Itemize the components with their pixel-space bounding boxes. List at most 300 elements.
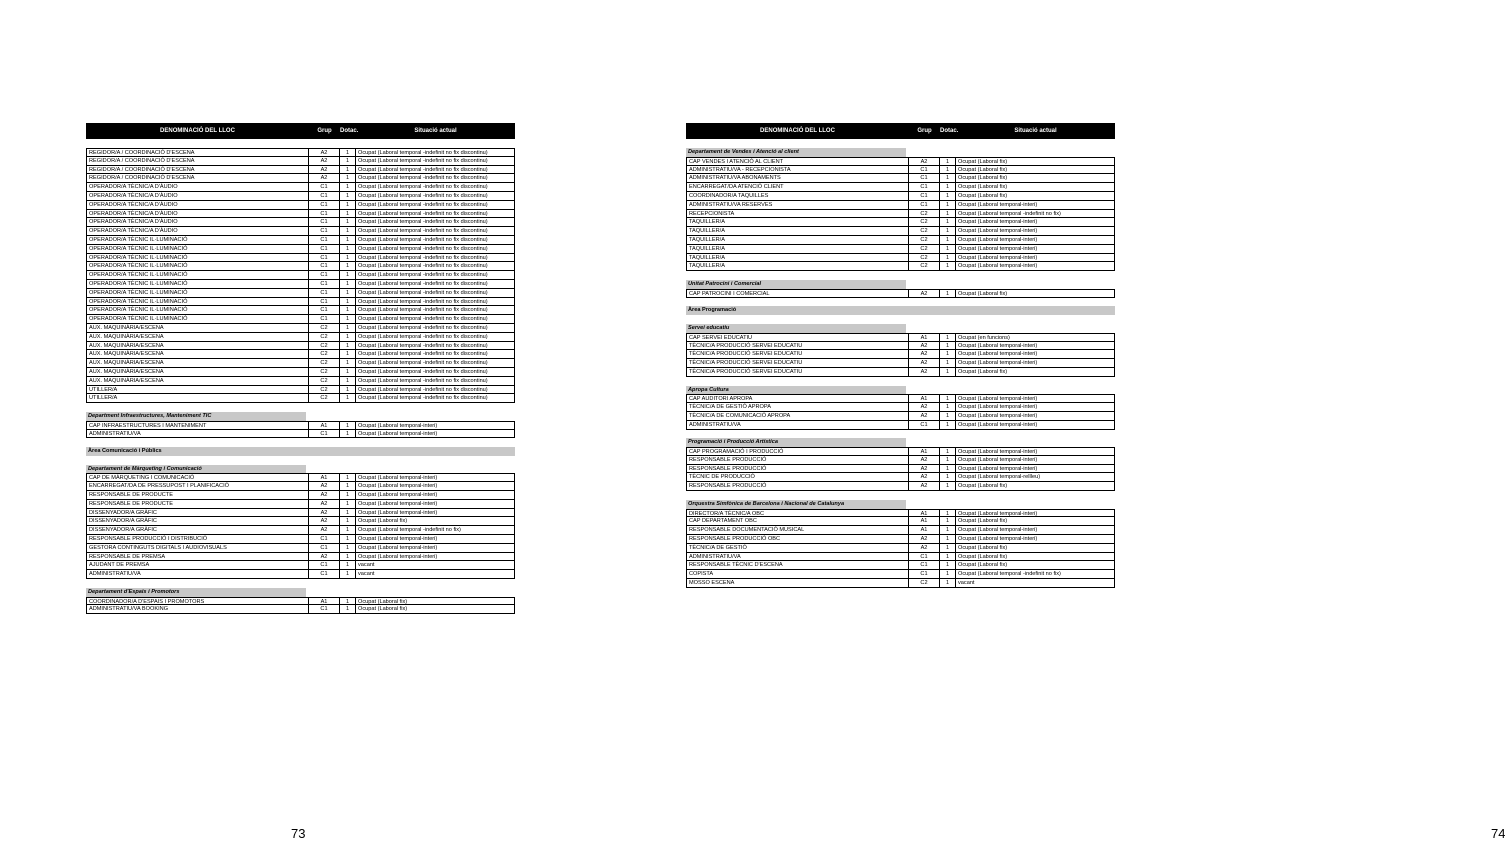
cell-denominacio: UTILLER/A <box>86 394 309 403</box>
table-row <box>86 289 515 298</box>
table-row <box>86 218 515 227</box>
cell-dotac: 1 <box>940 421 956 430</box>
cell-denominacio: COORDINADOR/A D'ESPAIS I PROMOTORS <box>86 597 309 606</box>
table-row <box>686 359 1115 368</box>
cell-situacio: Ocupat (Laboral fix) <box>956 544 1115 553</box>
cell-dotac: 1 <box>340 333 356 342</box>
cell-dotac: 1 <box>340 517 356 526</box>
cell-grup: C2 <box>909 236 940 245</box>
cell-situacio: Ocupat (Laboral temporal-interi) <box>356 430 515 439</box>
cell-grup: C2 <box>309 386 340 395</box>
table-row <box>86 254 515 263</box>
cell-grup: C2 <box>909 262 940 271</box>
department-heading <box>686 280 1115 289</box>
table-row <box>686 262 1115 271</box>
cell-situacio: Ocupat (Laboral temporal-interi) <box>956 236 1115 245</box>
cell-dotac: 1 <box>940 262 956 271</box>
cell-situacio: Ocupat (Laboral fix) <box>956 192 1115 201</box>
header-dotac: Dotac. <box>340 128 359 134</box>
cell-grup: C2 <box>309 350 340 359</box>
cell-situacio: Ocupat (Laboral fix) <box>956 517 1115 526</box>
table-row <box>686 333 1115 342</box>
cell-situacio: vacant <box>356 561 515 570</box>
cell-denominacio: OPERADOR/A TÈCNIC IL·LUMINACIÓ <box>86 280 309 289</box>
cell-denominacio: MOSSO ESCENA <box>686 579 909 588</box>
cell-dotac: 1 <box>940 403 956 412</box>
cell-dotac: 1 <box>940 553 956 562</box>
cell-grup: A2 <box>309 482 340 491</box>
cell-dotac: 1 <box>940 289 956 298</box>
table-row <box>86 324 515 333</box>
cell-denominacio: TÈCNIC/A DE GESTIÓ APROPA <box>686 403 909 412</box>
cell-situacio: Ocupat (Laboral temporal -indefinit no fix discontinu) <box>356 333 515 342</box>
cell-situacio: Ocupat (Laboral temporal-interi) <box>956 447 1115 456</box>
cell-situacio: Ocupat (Laboral temporal -indefinit no fix discontinu) <box>356 245 515 254</box>
table-row <box>86 306 515 315</box>
cell-grup: C1 <box>309 298 340 307</box>
cell-dotac: 1 <box>940 236 956 245</box>
cell-dotac: 1 <box>340 597 356 606</box>
cell-dotac: 1 <box>340 386 356 395</box>
cell-situacio: Ocupat (Laboral temporal-interi) <box>956 254 1115 263</box>
cell-denominacio: RESPONSABLE DE PRODUCTE <box>86 500 309 509</box>
cell-grup: C1 <box>909 183 940 192</box>
cell-denominacio: TÈCNIC/A DE COMUNICACIÓ APROPA <box>686 412 909 421</box>
cell-denominacio: TAQUILLER/A <box>686 236 909 245</box>
cell-grup: C2 <box>909 218 940 227</box>
section-gap <box>86 579 515 588</box>
table-row <box>686 535 1115 544</box>
cell-denominacio: COPISTA <box>686 570 909 579</box>
cell-denominacio: RECEPCIONISTA <box>686 210 909 219</box>
table-row <box>86 280 515 289</box>
cell-situacio: Ocupat (Laboral temporal-interi) <box>356 491 515 500</box>
cell-dotac: 1 <box>340 394 356 403</box>
table-header <box>686 123 1115 139</box>
cell-dotac: 1 <box>340 218 356 227</box>
cell-situacio: Ocupat (Laboral fix) <box>356 605 515 614</box>
cell-situacio: Ocupat (Laboral fix) <box>956 166 1115 175</box>
cell-situacio: Ocupat (Laboral fix) <box>356 517 515 526</box>
table-row <box>686 544 1115 553</box>
cell-denominacio: RESPONSABLE PRODUCCIÓ <box>686 465 909 474</box>
cell-denominacio: AUX. MAQUINÀRIA/ESCENA <box>86 377 309 386</box>
table-row <box>86 333 515 342</box>
cell-denominacio: REGIDOR/A / COORDINACIÓ D'ESCENA <box>86 148 309 157</box>
cell-dotac: 1 <box>940 473 956 482</box>
cell-grup: C1 <box>309 561 340 570</box>
cell-situacio: Ocupat (Laboral fix) <box>956 157 1115 166</box>
cell-grup: A1 <box>909 333 940 342</box>
area-heading: Àrea Programació <box>686 306 1115 315</box>
cell-grup: C1 <box>309 544 340 553</box>
cell-dotac: 1 <box>340 254 356 263</box>
cell-dotac: 1 <box>940 526 956 535</box>
cell-grup: C1 <box>309 262 340 271</box>
cell-grup: A2 <box>309 157 340 166</box>
cell-situacio: Ocupat (Laboral fix) <box>956 174 1115 183</box>
page-left <box>0 0 600 848</box>
cell-situacio: Ocupat (Laboral temporal -indefinit no fix discontinu) <box>356 210 515 219</box>
table-row <box>86 500 515 509</box>
cell-dotac: 1 <box>940 570 956 579</box>
cell-dotac: 1 <box>340 500 356 509</box>
table-row <box>86 368 515 377</box>
cell-dotac: 1 <box>340 509 356 518</box>
cell-grup: C1 <box>309 245 340 254</box>
table-row <box>86 271 515 280</box>
cell-denominacio: TÈCNIC/A PRODUCCIÓ SERVEI EDUCATIU <box>686 342 909 351</box>
cell-denominacio: TAQUILLER/A <box>686 262 909 271</box>
cell-denominacio: TAQUILLER/A <box>686 218 909 227</box>
table-row <box>86 570 515 579</box>
cell-denominacio: OPERADOR/A TÈCNIC IL·LUMINACIÓ <box>86 298 309 307</box>
cell-situacio: Ocupat (Laboral temporal -indefinit no fix discontinu) <box>356 350 515 359</box>
cell-denominacio: RESPONSABLE PRODUCCIÓ OBC <box>686 535 909 544</box>
cell-situacio: Ocupat (Laboral temporal -indefinit no fix discontinu) <box>356 315 515 324</box>
cell-situacio: Ocupat (Laboral temporal-interi) <box>356 544 515 553</box>
cell-grup: C2 <box>909 254 940 263</box>
cell-situacio: Ocupat (Laboral temporal-interi) <box>956 456 1115 465</box>
cell-situacio: Ocupat (Laboral temporal -indefinit no fix discontinu) <box>356 386 515 395</box>
cell-grup: C1 <box>909 166 940 175</box>
cell-denominacio: OPERADOR/A TÈCNIC IL·LUMINACIÓ <box>86 262 309 271</box>
header-denominacio: DENOMINACIÓ DEL LLOC <box>760 128 835 134</box>
cell-situacio: Ocupat (Laboral temporal -indefinit no fix discontinu) <box>356 289 515 298</box>
cell-situacio: Ocupat (Laboral fix) <box>956 561 1115 570</box>
section-gap <box>686 491 1115 500</box>
cell-dotac: 1 <box>940 174 956 183</box>
cell-denominacio: ADMINISTRATIU/VA <box>86 570 309 579</box>
cell-grup: C1 <box>909 174 940 183</box>
cell-dotac: 1 <box>340 570 356 579</box>
cell-dotac: 1 <box>340 245 356 254</box>
department-title: Departament de Vendes i Atenció al client <box>686 148 906 157</box>
department-title: Servei educatiu <box>686 324 906 333</box>
table-row <box>86 517 515 526</box>
cell-dotac: 1 <box>340 148 356 157</box>
cell-dotac: 1 <box>340 473 356 482</box>
cell-denominacio: COORDINADOR/A TAQUILLES <box>686 192 909 201</box>
cell-situacio: Ocupat (Laboral temporal-interi) <box>356 553 515 562</box>
section-gap <box>686 430 1115 439</box>
table-row <box>686 183 1115 192</box>
cell-dotac: 1 <box>340 544 356 553</box>
cell-grup: A1 <box>909 447 940 456</box>
cell-grup: C1 <box>909 561 940 570</box>
cell-situacio: Ocupat (Laboral temporal-interi) <box>356 535 515 544</box>
cell-situacio: Ocupat (Laboral temporal -indefinit no fix discontinu) <box>356 201 515 210</box>
cell-dotac: 1 <box>940 350 956 359</box>
cell-dotac: 1 <box>340 289 356 298</box>
cell-situacio: Ocupat (Laboral temporal-interi) <box>956 412 1115 421</box>
cell-denominacio: AUX. MAQUINÀRIA/ESCENA <box>86 342 309 351</box>
cell-grup: A2 <box>909 482 940 491</box>
cell-dotac: 1 <box>340 280 356 289</box>
cell-dotac: 1 <box>940 192 956 201</box>
cell-denominacio: AUX. MAQUINÀRIA/ESCENA <box>86 333 309 342</box>
table-row <box>86 597 515 606</box>
cell-dotac: 1 <box>940 254 956 263</box>
cell-denominacio: OPERADOR/A TÈCNIC/A D'ÀUDIO <box>86 192 309 201</box>
table-row <box>86 166 515 175</box>
cell-grup: C1 <box>309 570 340 579</box>
cell-dotac: 1 <box>940 245 956 254</box>
cell-grup: C1 <box>309 236 340 245</box>
table-row <box>686 553 1115 562</box>
table-row <box>686 157 1115 166</box>
cell-denominacio: RESPONSABLE DE PRODUCTE <box>86 491 309 500</box>
cell-denominacio: RESPONSABLE DOCUMENTACIÓ MUSICAL <box>686 526 909 535</box>
cell-grup: C2 <box>909 227 940 236</box>
department-title: Department Infraestructures, Manteniment TIC <box>86 412 306 421</box>
cell-denominacio: AUX. MAQUINÀRIA/ESCENA <box>86 368 309 377</box>
cell-grup: C1 <box>309 210 340 219</box>
cell-situacio: Ocupat (Laboral temporal-interi) <box>956 218 1115 227</box>
cell-denominacio: OPERADOR/A TÈCNIC IL·LUMINACIÓ <box>86 236 309 245</box>
cell-grup: A2 <box>309 166 340 175</box>
department-title: Departament de Màrqueting i Comunicació <box>86 465 306 474</box>
header-situacio: Situació actual <box>414 128 457 134</box>
table-row <box>86 342 515 351</box>
cell-dotac: 1 <box>340 342 356 351</box>
table-row <box>86 157 515 166</box>
cell-situacio: Ocupat (Laboral temporal-interi) <box>956 526 1115 535</box>
table-row <box>86 350 515 359</box>
table-row <box>686 570 1115 579</box>
cell-denominacio: OPERADOR/A TÈCNIC/A D'ÀUDIO <box>86 201 309 210</box>
table-row <box>86 561 515 570</box>
cell-dotac: 1 <box>940 412 956 421</box>
section-gap <box>86 403 515 412</box>
cell-situacio: Ocupat (Laboral temporal -indefinit no fix discontinu) <box>356 174 515 183</box>
cell-dotac: 1 <box>940 465 956 474</box>
table-body <box>86 148 515 614</box>
cell-dotac: 1 <box>340 183 356 192</box>
table-row <box>86 174 515 183</box>
table-row <box>686 236 1115 245</box>
page-number: 73 <box>291 826 306 841</box>
cell-situacio: Ocupat (Laboral temporal -indefinit no fix discontinu) <box>356 377 515 386</box>
table-row <box>86 526 515 535</box>
cell-dotac: 1 <box>940 447 956 456</box>
cell-denominacio: TAQUILLER/A <box>686 254 909 263</box>
table-row <box>686 210 1115 219</box>
cell-dotac: 1 <box>340 262 356 271</box>
cell-grup: C1 <box>309 306 340 315</box>
cell-dotac: 1 <box>340 192 356 201</box>
cell-grup: A2 <box>909 368 940 377</box>
cell-situacio: Ocupat (Laboral temporal-interi) <box>956 394 1115 403</box>
cell-situacio: Ocupat (Laboral temporal -indefinit no fix discontinu) <box>356 298 515 307</box>
department-heading <box>686 386 1115 395</box>
staff-table-right <box>686 123 1115 588</box>
cell-denominacio: TAQUILLER/A <box>686 245 909 254</box>
table-row <box>86 298 515 307</box>
cell-grup: C1 <box>309 280 340 289</box>
cell-situacio: Ocupat (Laboral fix) <box>956 368 1115 377</box>
cell-denominacio: TÈCNIC DE PRODUCCIÓ <box>686 473 909 482</box>
cell-denominacio: RESPONSABLE DE PREMSA <box>86 553 309 562</box>
cell-dotac: 1 <box>340 359 356 368</box>
cell-denominacio: TÈCNIC/A PRODUCCIÓ SERVEI EDUCATIU <box>686 359 909 368</box>
cell-situacio: Ocupat (Laboral fix) <box>956 289 1115 298</box>
cell-grup: A1 <box>309 597 340 606</box>
cell-dotac: 1 <box>340 377 356 386</box>
cell-situacio: Ocupat (Laboral fix) <box>356 597 515 606</box>
cell-grup: C2 <box>309 342 340 351</box>
cell-denominacio: AUX. MAQUINÀRIA/ESCENA <box>86 359 309 368</box>
cell-grup: A2 <box>909 157 940 166</box>
department-heading <box>86 412 515 421</box>
cell-denominacio: ADMINISTRATIU/VA BOOKING <box>86 605 309 614</box>
cell-situacio: Ocupat (Laboral temporal -indefinit no fix discontinu) <box>356 183 515 192</box>
cell-grup: C2 <box>309 394 340 403</box>
cell-situacio: Ocupat (Laboral temporal-interi) <box>356 421 515 430</box>
table-row <box>686 526 1115 535</box>
cell-situacio: Ocupat (Laboral temporal-interi) <box>956 403 1115 412</box>
cell-dotac: 1 <box>340 210 356 219</box>
table-row <box>686 254 1115 263</box>
department-heading <box>86 465 515 474</box>
department-title: Programació i Producció Artística <box>686 438 906 447</box>
department-heading <box>686 324 1115 333</box>
section-gap <box>686 271 1115 280</box>
table-row <box>86 421 515 430</box>
section-gap <box>686 315 1115 324</box>
cell-situacio: Ocupat (Laboral temporal -indefinit no fix discontinu) <box>356 262 515 271</box>
cell-denominacio: RESPONSABLE PRODUCCIÓ <box>686 482 909 491</box>
cell-grup: C1 <box>909 421 940 430</box>
cell-situacio: Ocupat (Laboral temporal -indefinit no fix discontinu) <box>356 227 515 236</box>
cell-denominacio: DISSENYADOR/A GRÀFIC <box>86 526 309 535</box>
department-title: Orquestra Simfònica de Barcelona i Nacional de Catalunya <box>686 500 906 509</box>
cell-dotac: 1 <box>940 482 956 491</box>
cell-denominacio: ADMINISTRATIU/VA <box>686 421 909 430</box>
cell-grup: C1 <box>909 201 940 210</box>
page-number: 74 <box>1491 826 1505 841</box>
cell-grup: A1 <box>309 473 340 482</box>
cell-situacio: Ocupat (Laboral temporal -indefinit no fix discontinu) <box>356 306 515 315</box>
cell-grup: A2 <box>909 412 940 421</box>
cell-dotac: 1 <box>340 271 356 280</box>
cell-grup: C1 <box>309 227 340 236</box>
cell-grup: C2 <box>909 210 940 219</box>
cell-denominacio: DISSENYADOR/A GRÀFIC <box>86 517 309 526</box>
table-row <box>86 544 515 553</box>
cell-denominacio: UTILLER/A <box>86 386 309 395</box>
cell-denominacio: AJUDANT DE PREMSA <box>86 561 309 570</box>
cell-dotac: 1 <box>940 201 956 210</box>
cell-grup: A2 <box>909 403 940 412</box>
table-row <box>86 509 515 518</box>
cell-grup: A2 <box>309 526 340 535</box>
table-row <box>86 262 515 271</box>
cell-denominacio: RESPONSABLE PRODUCCIÓ <box>686 456 909 465</box>
table-row <box>686 482 1115 491</box>
cell-denominacio: ADMINISTRATIU/VA <box>86 430 309 439</box>
cell-grup: C1 <box>309 271 340 280</box>
cell-grup: A2 <box>909 456 940 465</box>
cell-situacio: Ocupat (Laboral temporal-interi) <box>956 245 1115 254</box>
cell-dotac: 1 <box>340 227 356 236</box>
cell-situacio: Ocupat (Laboral temporal -indefinit no fix discontinu) <box>356 166 515 175</box>
cell-grup: C2 <box>309 377 340 386</box>
cell-denominacio: DISSENYADOR/A GRÀFIC <box>86 509 309 518</box>
cell-denominacio: ENCARREGAT/DA ATENCIÓ CLIENT <box>686 183 909 192</box>
cell-denominacio: OPERADOR/A TÈCNIC IL·LUMINACIÓ <box>86 254 309 263</box>
cell-denominacio: CAP PATROCINI I COMERCIAL <box>686 289 909 298</box>
cell-dotac: 1 <box>340 553 356 562</box>
cell-denominacio: ADMINISTRATIU/VA ABONAMENTS <box>686 174 909 183</box>
table-row <box>86 236 515 245</box>
header-situacio: Situació actual <box>1014 128 1057 134</box>
cell-denominacio: OPERADOR/A TÈCNIC IL·LUMINACIÓ <box>86 289 309 298</box>
cell-grup: C1 <box>309 218 340 227</box>
cell-grup: C1 <box>909 570 940 579</box>
cell-situacio: Ocupat (Laboral fix) <box>956 553 1115 562</box>
cell-dotac: 1 <box>940 166 956 175</box>
cell-grup: C1 <box>309 254 340 263</box>
cell-grup: A1 <box>909 517 940 526</box>
cell-situacio: Ocupat (Laboral temporal -indefinit no fix) <box>956 210 1115 219</box>
cell-grup: A2 <box>909 350 940 359</box>
cell-denominacio: CAP SERVEI EDUCATIU <box>686 333 909 342</box>
table-row <box>86 394 515 403</box>
cell-situacio: Ocupat (Laboral temporal -indefinit no fix) <box>956 570 1115 579</box>
cell-grup: A2 <box>309 553 340 562</box>
cell-denominacio: TÈCNIC/A DE GESTIÓ <box>686 544 909 553</box>
cell-dotac: 1 <box>340 166 356 175</box>
cell-denominacio: OPERADOR/A TÈCNIC IL·LUMINACIÓ <box>86 271 309 280</box>
department-heading <box>686 148 1115 157</box>
cell-dotac: 1 <box>340 174 356 183</box>
cell-grup: A2 <box>309 517 340 526</box>
cell-dotac: 1 <box>340 350 356 359</box>
cell-dotac: 1 <box>340 526 356 535</box>
cell-grup: C2 <box>309 324 340 333</box>
cell-situacio: Ocupat (Laboral temporal-interi) <box>356 482 515 491</box>
table-row <box>686 509 1115 518</box>
department-heading <box>86 588 515 597</box>
table-row <box>86 183 515 192</box>
cell-dotac: 1 <box>940 579 956 588</box>
header-denominacio: DENOMINACIÓ DEL LLOC <box>160 128 235 134</box>
cell-grup: A2 <box>909 342 940 351</box>
cell-grup: C2 <box>309 333 340 342</box>
table-row <box>686 166 1115 175</box>
table-row <box>86 377 515 386</box>
cell-grup: A2 <box>309 174 340 183</box>
cell-situacio: Ocupat (Laboral temporal-interi) <box>956 342 1115 351</box>
cell-denominacio: CAP INFRAESTRUCTURES I MANTENIMENT <box>86 421 309 430</box>
table-row <box>86 192 515 201</box>
cell-situacio: Ocupat (Laboral temporal-interi) <box>956 509 1115 518</box>
cell-situacio: Ocupat (Laboral temporal-interi) <box>956 350 1115 359</box>
cell-dotac: 1 <box>340 535 356 544</box>
cell-situacio: Ocupat (Laboral temporal -indefinit no fix discontinu) <box>356 271 515 280</box>
cell-dotac: 1 <box>340 421 356 430</box>
cell-dotac: 1 <box>340 157 356 166</box>
cell-denominacio: OPERADOR/A TÈCNIC/A D'ÀUDIO <box>86 218 309 227</box>
table-row <box>86 553 515 562</box>
cell-dotac: 1 <box>340 315 356 324</box>
table-row <box>686 227 1115 236</box>
cell-situacio: Ocupat (Laboral temporal-interi) <box>956 227 1115 236</box>
cell-situacio: Ocupat (Laboral temporal-interi) <box>956 262 1115 271</box>
cell-dotac: 1 <box>340 605 356 614</box>
table-row <box>686 174 1115 183</box>
